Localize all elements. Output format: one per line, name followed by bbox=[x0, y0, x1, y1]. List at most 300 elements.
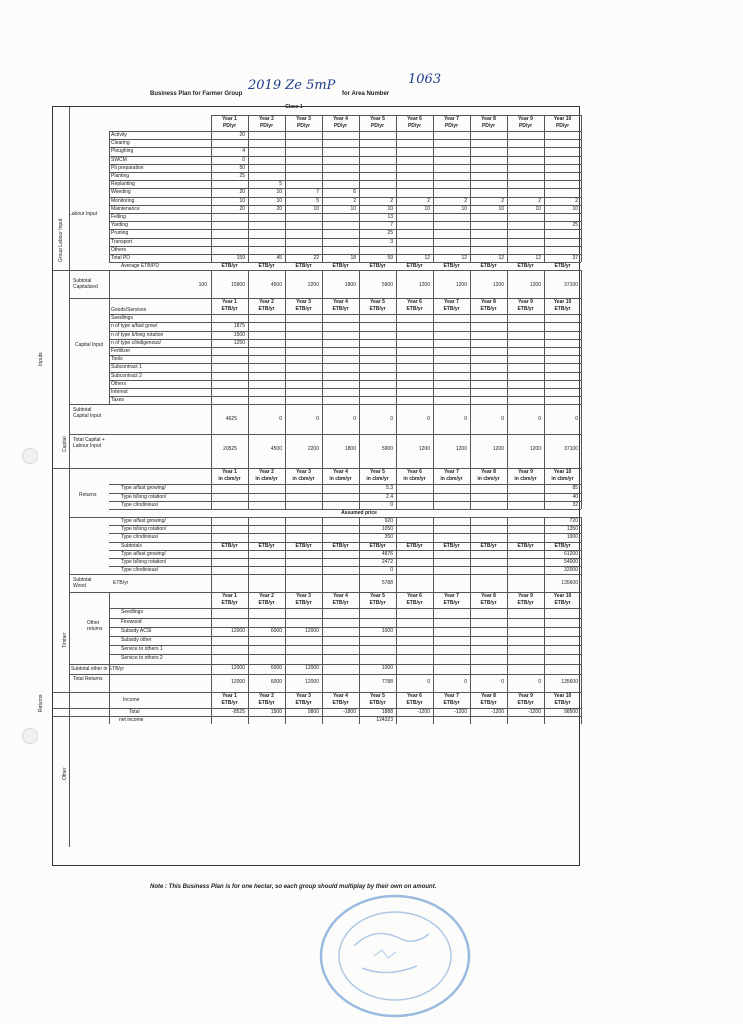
labour-row-value: 25 bbox=[387, 230, 393, 237]
grid-line bbox=[248, 115, 249, 262]
labour-row-value: 20 bbox=[276, 205, 282, 212]
etb-unit: ETB/yr bbox=[406, 263, 423, 270]
year-header: Year 8 bbox=[481, 116, 496, 122]
total-returns-value: 0 bbox=[464, 678, 467, 685]
labour-row-value: 20 bbox=[239, 205, 245, 212]
grid-line bbox=[581, 270, 582, 298]
etb-unit: ETB/yr bbox=[369, 542, 386, 549]
grid-line bbox=[544, 298, 545, 404]
subtotal-capital-label: Subtotal Capital Input bbox=[73, 407, 102, 420]
etb-unit: ETB/yr bbox=[517, 542, 534, 549]
other-row-value: 1000 bbox=[381, 627, 393, 634]
capital-row-label: n of type c/indigenous/ bbox=[111, 339, 162, 346]
year-header: Year 2 bbox=[259, 116, 274, 122]
labour-row-value: 10 bbox=[461, 205, 467, 212]
capital-row-label: Tools bbox=[111, 356, 123, 363]
total-capital-labour-value: 1200 bbox=[492, 446, 504, 453]
grid-line bbox=[109, 156, 581, 157]
unit-header: ETB/yr bbox=[332, 306, 349, 313]
grid-line bbox=[322, 468, 323, 509]
timber-subtotal-row-value: 54000 bbox=[564, 559, 578, 565]
total-returns-value: 6000 bbox=[270, 678, 282, 685]
unit-header: ETB/yr bbox=[258, 600, 275, 607]
labour-row-label: Others bbox=[111, 246, 127, 253]
year-header: Year 3 bbox=[296, 692, 311, 699]
grid-line bbox=[109, 618, 581, 619]
grid-line bbox=[285, 592, 286, 691]
subtotal-other-value: 1000 bbox=[381, 664, 393, 671]
labour-row-label: Pruning bbox=[111, 230, 129, 237]
etb-unit: ETB/yr bbox=[295, 542, 312, 549]
average-label: Average ETB/PD bbox=[121, 263, 159, 270]
capital-row-value: 1500 bbox=[233, 331, 245, 338]
labour-row-label: Replanting bbox=[111, 181, 135, 188]
capital-row-label: Fertilizer bbox=[111, 348, 131, 354]
grid-line bbox=[470, 574, 471, 592]
unit-header: in cbm/yr bbox=[514, 476, 537, 483]
grid-line bbox=[109, 484, 581, 485]
grid-line bbox=[248, 592, 249, 691]
grid-line bbox=[507, 592, 508, 691]
unit-header: PD/yr bbox=[444, 123, 459, 129]
unit-header: in cbm/yr bbox=[292, 476, 315, 483]
capital-row-value: 1250 bbox=[233, 339, 245, 346]
capital-row-label: Taxes bbox=[111, 397, 125, 404]
subtotal-rate: 100 bbox=[198, 282, 207, 289]
timber-subtotal-row-value: 4876 bbox=[381, 550, 393, 557]
timber-row-value: 2.4 bbox=[386, 493, 393, 500]
labour-row-value: 12 bbox=[498, 255, 504, 261]
total-capital-labour-value: 5900 bbox=[381, 446, 393, 453]
year-header: Year 9 bbox=[518, 299, 533, 306]
other-returns-label: Other returns bbox=[87, 620, 103, 633]
year-header: Year 7 bbox=[444, 692, 459, 699]
total-capital-labour-value: 1200 bbox=[529, 446, 541, 453]
year-header: Year 1 bbox=[222, 299, 237, 306]
year-header: Year 6 bbox=[407, 299, 422, 306]
year-header: Year 2 bbox=[259, 299, 274, 306]
grid-line bbox=[322, 298, 323, 404]
grid-line bbox=[109, 172, 581, 173]
grid-line bbox=[322, 270, 323, 298]
grid-line bbox=[109, 692, 110, 724]
total-capital-labour-value: 1800 bbox=[344, 446, 356, 453]
year-header: Year 1 bbox=[222, 469, 237, 476]
grid-line bbox=[109, 645, 581, 646]
year-header: Year 9 bbox=[518, 116, 533, 122]
labour-row-value: 59 bbox=[387, 255, 393, 261]
year-header: Year 1 bbox=[222, 593, 237, 600]
income-value: 1500 bbox=[270, 708, 282, 715]
returns-section-label: Returns bbox=[38, 694, 44, 712]
year-header: Year 1 bbox=[222, 692, 237, 699]
year-header: Year 6 bbox=[407, 692, 422, 699]
class-label: Class 1 bbox=[285, 104, 303, 110]
total-returns-value: 0 bbox=[427, 678, 430, 685]
grid-line bbox=[109, 380, 581, 381]
subtotal-capitalized-value: 2200 bbox=[307, 282, 319, 289]
grid-line bbox=[396, 270, 397, 298]
labour-row-value: 2 bbox=[501, 197, 504, 204]
total-capital-labour-value: 20525 bbox=[223, 446, 237, 453]
labour-row-label: SWCM bbox=[111, 156, 127, 163]
subtotal-capital-value: 0 bbox=[316, 416, 319, 423]
labour-row-value: 10 bbox=[424, 205, 430, 212]
unit-header: PD/yr bbox=[296, 123, 311, 129]
labour-row-value: 10 bbox=[498, 205, 504, 212]
footer-note: Note : This Business Plan is for one hectar, so each group should multiplay by their own on amount. bbox=[150, 884, 437, 890]
subtotal-wood-unit: ETB/yr bbox=[113, 580, 129, 587]
year-header: Year 5 bbox=[370, 299, 385, 306]
total-capital-labour-value: 37100 bbox=[564, 446, 578, 453]
subtotal-capitalized-value: 5900 bbox=[381, 282, 393, 289]
grid-line bbox=[433, 517, 434, 574]
unit-header: ETB/yr bbox=[443, 600, 460, 607]
timber-subtotal-row-value: 2472 bbox=[381, 559, 393, 565]
grid-line bbox=[109, 131, 581, 132]
unit-header: PD/yr bbox=[370, 123, 385, 129]
official-stamp bbox=[314, 886, 476, 1018]
year-header: Year 10 bbox=[553, 692, 572, 699]
labour-row-value: 5 bbox=[279, 181, 282, 188]
grid-line bbox=[248, 468, 249, 509]
labour-row-label: Total PD bbox=[111, 255, 130, 261]
year-header: Year 7 bbox=[444, 593, 459, 600]
capital-row-label: n of type a/fast grow/ bbox=[111, 323, 158, 330]
unit-header: ETB/yr bbox=[554, 306, 571, 313]
unit-header: in cbm/yr bbox=[329, 476, 352, 483]
grid-line bbox=[507, 517, 508, 574]
unit-header: PD/yr bbox=[555, 123, 570, 129]
document-title bbox=[150, 91, 242, 97]
grid-line bbox=[433, 692, 434, 724]
unit-header: PD/yr bbox=[518, 123, 533, 129]
capital-row-label: Seedlings bbox=[111, 315, 133, 322]
total-capital-labour-value: 1200 bbox=[418, 446, 430, 453]
unit-header: ETB/yr bbox=[554, 699, 571, 706]
subtotal-other-label: Subtotal other in ETB/yr bbox=[71, 665, 125, 672]
grid-line bbox=[69, 434, 581, 435]
grid-line bbox=[581, 404, 582, 468]
subtotal-capital-value: 0 bbox=[279, 416, 282, 423]
inputs-section-label: Inputs bbox=[38, 352, 44, 366]
grid-line bbox=[109, 493, 581, 494]
unit-header: PD/yr bbox=[407, 123, 422, 129]
etb-unit: ETB/yr bbox=[554, 263, 571, 270]
grid-line bbox=[109, 372, 581, 373]
grid-line bbox=[322, 404, 323, 468]
year-header: Year 8 bbox=[481, 469, 496, 476]
labour-row-label: Transport bbox=[111, 238, 133, 245]
unit-header: ETB/yr bbox=[480, 306, 497, 313]
labour-row-value: 10 bbox=[387, 205, 393, 212]
etb-unit: ETB/yr bbox=[369, 263, 386, 270]
labour-row-value: 12 bbox=[461, 255, 467, 261]
capital-row-label: Subcontract 1 bbox=[111, 364, 142, 371]
grid-line bbox=[109, 229, 581, 230]
business-plan-table bbox=[52, 106, 580, 866]
year-header: Year 7 bbox=[444, 116, 459, 122]
income-value: -1200 bbox=[491, 708, 504, 715]
grid-line bbox=[285, 468, 286, 509]
year-header: Year 3 bbox=[296, 593, 311, 600]
labour-row-label: Planting bbox=[111, 173, 130, 179]
timber-row-value: 85 bbox=[572, 485, 578, 492]
labour-row-value: 20 bbox=[239, 189, 245, 196]
grid-line bbox=[396, 298, 397, 404]
grid-line bbox=[359, 592, 360, 691]
grid-line bbox=[396, 404, 397, 468]
price-row-value: 720 bbox=[569, 518, 578, 524]
grid-line bbox=[507, 404, 508, 468]
grid-line bbox=[109, 558, 581, 559]
unit-header: ETB/yr bbox=[406, 600, 423, 607]
year-header: Year 9 bbox=[518, 593, 533, 600]
grid-line bbox=[109, 246, 581, 247]
unit-header: ETB/yr bbox=[443, 306, 460, 313]
year-header: Year 10 bbox=[553, 593, 572, 600]
grid-line bbox=[433, 574, 434, 592]
other-row-value: 6000 bbox=[270, 627, 282, 634]
unit-header: in cbm/yr bbox=[366, 476, 389, 483]
labour-row-value: 3 bbox=[390, 238, 393, 245]
year-header: Year 4 bbox=[333, 116, 348, 122]
subtotal-capital-value: 0 bbox=[353, 416, 356, 423]
subtotal-capitalized-value: 1200 bbox=[418, 282, 430, 289]
unit-header: ETB/yr bbox=[406, 306, 423, 313]
total-returns-value: 12000 bbox=[305, 678, 319, 685]
grid-line bbox=[470, 592, 471, 691]
subtotal-wood-value: 135600 bbox=[561, 580, 578, 587]
grid-line bbox=[396, 592, 397, 691]
grid-line bbox=[470, 404, 471, 468]
timber-section-label: Timber bbox=[62, 632, 68, 648]
labour-row-value: 20 bbox=[239, 132, 245, 138]
year-header: Year 10 bbox=[553, 469, 572, 476]
grid-line bbox=[109, 525, 581, 526]
other-row-value: 12000 bbox=[305, 627, 319, 634]
unit-header: in cbm/yr bbox=[255, 476, 278, 483]
grid-line bbox=[396, 517, 397, 574]
grid-line bbox=[544, 517, 545, 574]
grid-line bbox=[581, 115, 582, 262]
labour-row-value: 2 bbox=[575, 197, 578, 204]
grid-line bbox=[248, 298, 249, 404]
year-header: Year 2 bbox=[259, 593, 274, 600]
income-value: -1200 bbox=[528, 708, 541, 715]
labour-row-value: 2 bbox=[427, 197, 430, 204]
assumed-price-label: Assumed price bbox=[341, 510, 377, 516]
grid-line bbox=[322, 692, 323, 724]
goods-services-header: Goods/Services bbox=[111, 307, 147, 314]
handwritten-area-number: 1063 bbox=[408, 72, 442, 87]
grid-line bbox=[109, 221, 581, 222]
grid-line bbox=[581, 692, 582, 724]
unit-header: ETB/yr bbox=[221, 699, 238, 706]
year-header: Year 3 bbox=[296, 116, 311, 122]
grid-line bbox=[396, 468, 397, 509]
timber-subtotal-row-label: Type b/long rotation/ bbox=[121, 559, 167, 565]
handwritten-group-name: 2019 Ze 5mP bbox=[248, 78, 336, 93]
year-header: Year 6 bbox=[407, 593, 422, 600]
labour-row-value: 12 bbox=[424, 255, 430, 261]
grid-line bbox=[507, 574, 508, 592]
grid-line bbox=[211, 298, 212, 404]
grid-line bbox=[109, 322, 581, 323]
year-header: Year 2 bbox=[259, 692, 274, 699]
subtotal-capitalized-value: 4500 bbox=[270, 282, 282, 289]
grid-line bbox=[507, 270, 508, 298]
income-value: -8525 bbox=[232, 708, 245, 715]
grid-line bbox=[211, 517, 212, 574]
grid-line bbox=[285, 517, 286, 574]
grid-line bbox=[433, 404, 434, 468]
subtotal-capitalized-value: 1200 bbox=[492, 282, 504, 289]
unit-header: ETB/yr bbox=[443, 699, 460, 706]
grid-line bbox=[69, 404, 581, 405]
subtotal-capital-value: 0 bbox=[464, 416, 467, 423]
unit-header: ETB/yr bbox=[369, 600, 386, 607]
labour-row-label: Yarding bbox=[111, 222, 128, 229]
labour-row-value: 25 bbox=[572, 222, 578, 229]
unit-header: in cbm/yr bbox=[403, 476, 426, 483]
labour-row-value: 45 bbox=[276, 255, 282, 261]
subtotal-capitalized-value: 1800 bbox=[344, 282, 356, 289]
punch-hole bbox=[22, 448, 38, 464]
price-row-label: Type c/indinious/ bbox=[121, 534, 159, 541]
grid-line bbox=[109, 608, 581, 609]
grid-line bbox=[507, 298, 508, 404]
year-header: Year 4 bbox=[333, 692, 348, 699]
grid-line bbox=[433, 468, 434, 509]
grid-line bbox=[470, 298, 471, 404]
year-header: Year 1 bbox=[222, 116, 237, 122]
etb-unit: ETB/yr bbox=[480, 542, 497, 549]
grid-line bbox=[470, 692, 471, 724]
labour-row-label: Pit preparation bbox=[111, 164, 144, 171]
labour-row-value: 18 bbox=[350, 255, 356, 261]
timber-subtotal-row-label: Type a/fast growing/ bbox=[121, 550, 166, 557]
unit-header: ETB/yr bbox=[295, 600, 312, 607]
grid-line bbox=[359, 115, 360, 262]
grid-line bbox=[109, 347, 581, 348]
year-header: Year 4 bbox=[333, 593, 348, 600]
total-returns-value: 12000 bbox=[231, 678, 245, 685]
grid-line bbox=[109, 298, 110, 404]
total-returns-label: Total Returns bbox=[73, 675, 103, 682]
etb-unit: ETB/yr bbox=[221, 263, 238, 270]
year-header: Year 5 bbox=[370, 593, 385, 600]
income-value: 9800 bbox=[307, 708, 319, 715]
timber-subtotal-row-value: 0 bbox=[390, 567, 393, 574]
grid-line bbox=[581, 517, 582, 574]
labour-input-label: Labour Input bbox=[69, 211, 98, 217]
total-returns-value: 7788 bbox=[381, 678, 393, 685]
grid-line bbox=[211, 404, 212, 468]
subtotals-label: Subtotals bbox=[121, 542, 142, 549]
grid-line bbox=[396, 692, 397, 724]
unit-header: ETB/yr bbox=[369, 306, 386, 313]
grid-line bbox=[109, 213, 581, 214]
unit-header: in cbm/yr bbox=[440, 476, 463, 483]
labour-row-value: 7 bbox=[390, 222, 393, 229]
grid-line bbox=[109, 533, 581, 534]
title-prefix: Business Plan for Farmer Group bbox=[150, 91, 243, 97]
grid-line bbox=[109, 501, 581, 502]
grid-line bbox=[109, 339, 581, 340]
grid-line bbox=[248, 692, 249, 724]
unit-header: ETB/yr bbox=[258, 306, 275, 313]
timber-returns-label: Returns bbox=[79, 492, 97, 499]
etb-unit: ETB/yr bbox=[332, 542, 349, 549]
grid-line bbox=[396, 115, 397, 262]
punch-hole bbox=[22, 728, 38, 744]
unit-header: ETB/yr bbox=[554, 600, 571, 607]
income-label: Income bbox=[123, 696, 140, 703]
grid-line bbox=[359, 692, 360, 724]
other-row-value: 12000 bbox=[231, 627, 245, 634]
grid-line bbox=[285, 692, 286, 724]
subtotal-capitalized-value: 15900 bbox=[231, 282, 245, 289]
grid-line bbox=[211, 592, 212, 691]
grid-line bbox=[322, 574, 323, 592]
grid-line bbox=[211, 692, 212, 724]
grid-line bbox=[248, 270, 249, 298]
grid-line bbox=[322, 592, 323, 691]
etb-unit: ETB/yr bbox=[554, 542, 571, 549]
etb-unit: ETB/yr bbox=[480, 263, 497, 270]
unit-header: ETB/yr bbox=[295, 699, 312, 706]
labour-row-label: Maintenance bbox=[111, 205, 140, 212]
labour-row-value: 7 bbox=[316, 189, 319, 196]
unit-header: PD/yr bbox=[222, 123, 237, 129]
grid-line bbox=[396, 574, 397, 592]
subtotal-other-value: 12000 bbox=[231, 664, 245, 671]
labour-row-label: Weeding bbox=[111, 189, 131, 196]
grid-line bbox=[109, 388, 581, 389]
year-header: Year 8 bbox=[481, 593, 496, 600]
grid-line bbox=[109, 314, 581, 315]
grid-line bbox=[285, 115, 286, 262]
etb-unit: ETB/yr bbox=[258, 542, 275, 549]
etb-unit: ETB/yr bbox=[517, 263, 534, 270]
grid-line bbox=[248, 517, 249, 574]
year-header: Year 6 bbox=[407, 116, 422, 122]
year-header: Year 7 bbox=[444, 299, 459, 306]
labour-row-value: 10 bbox=[276, 197, 282, 204]
subtotal-other-value: 12000 bbox=[305, 664, 319, 671]
grid-line bbox=[470, 115, 471, 262]
grid-line bbox=[109, 355, 581, 356]
unit-header: in cbm/yr bbox=[551, 476, 574, 483]
unit-header: ETB/yr bbox=[517, 699, 534, 706]
other-row-label: Service to others 1 bbox=[121, 646, 163, 653]
etb-unit: ETB/yr bbox=[221, 542, 238, 549]
timber-subtotal-row-value: 61200 bbox=[564, 550, 578, 557]
capital-row-value: 1875 bbox=[233, 323, 245, 330]
group-labour-input-label: Group Labour Input bbox=[58, 218, 64, 262]
unit-header: ETB/yr bbox=[369, 699, 386, 706]
grid-line bbox=[211, 468, 212, 509]
capital-row-label: n of type b/long rotation bbox=[111, 331, 164, 338]
etb-unit: ETB/yr bbox=[295, 263, 312, 270]
labour-row-value: 5 bbox=[316, 197, 319, 204]
subtotal-capital-value: 0 bbox=[501, 416, 504, 423]
labour-row-value: 2 bbox=[538, 197, 541, 204]
timber-row-value: 5.3 bbox=[386, 485, 393, 492]
unit-header: PD/yr bbox=[259, 123, 274, 129]
grid-line bbox=[109, 180, 581, 181]
